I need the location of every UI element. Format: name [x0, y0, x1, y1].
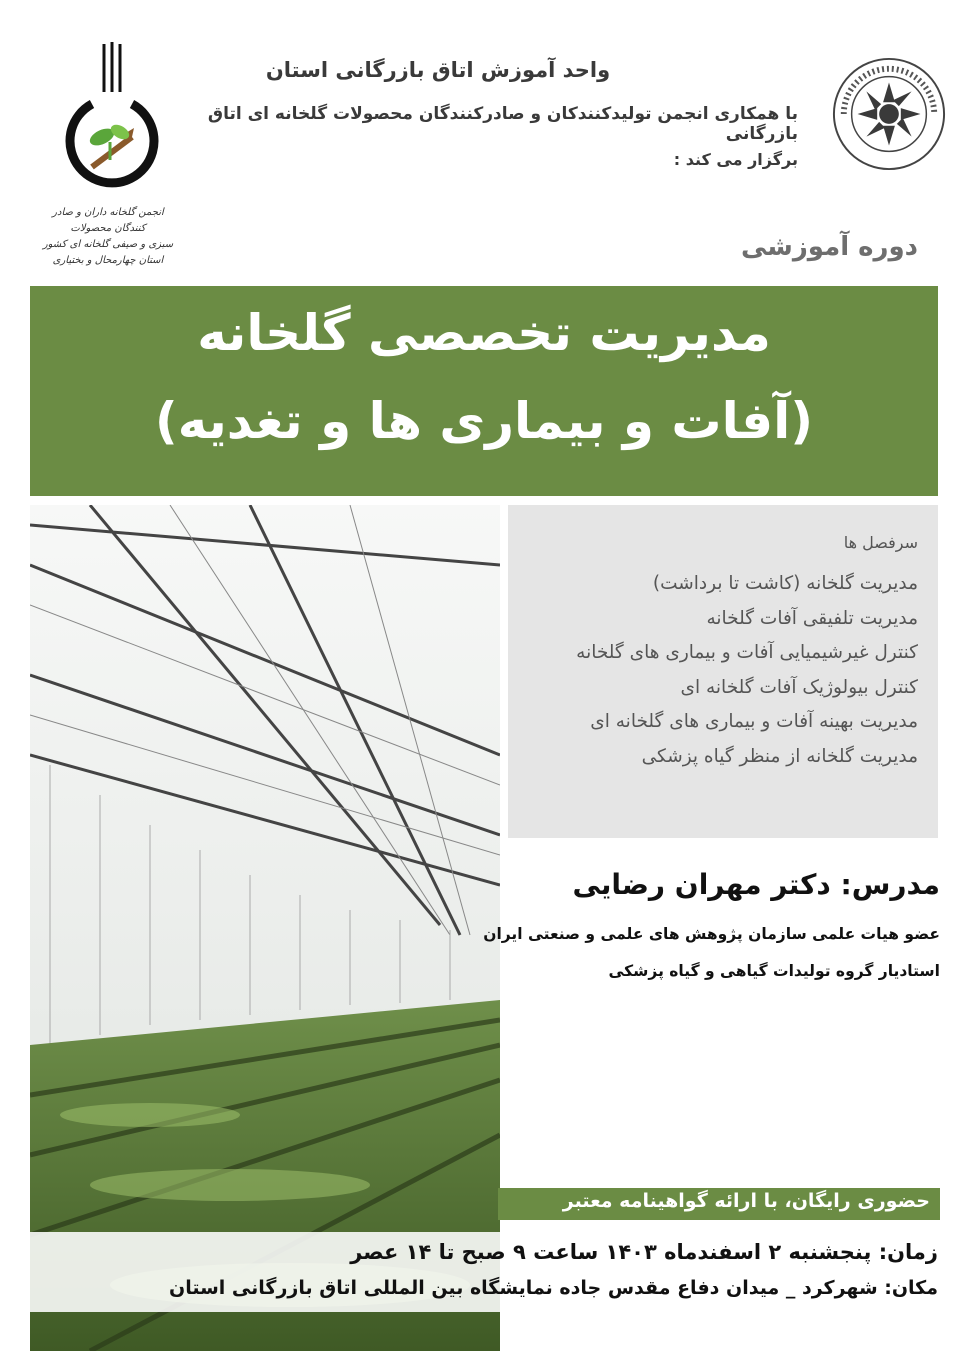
instructor-name: مدرس: دکتر مهران رضایی	[572, 868, 940, 901]
chamber-of-commerce-seal-icon	[830, 55, 948, 173]
event-time: زمان: پنجشنبه ۲ اسفندماه ۱۴۰۳ ساعت ۹ صبح تا ۱۴ عصر	[350, 1240, 938, 1264]
association-caption-line: سبزی و صیفی گلخانه ای کشور	[42, 239, 174, 250]
event-info	[30, 1232, 940, 1312]
course-title: مدیریت تخصصی گلخانه	[197, 304, 771, 362]
course-subtitle: (آفات و بیماری ها و تغدیه)	[154, 392, 814, 450]
list-item: مدیریت تلفیقی آفات گلخانه	[706, 607, 918, 629]
instructor-affiliation: عضو هیات علمی سازمان پژوهش های علمی و صنعتی ایران	[483, 925, 940, 943]
list-item: مدیریت گلخانه (کاشت تا برداشت)	[652, 573, 918, 594]
list-item: کنترل غیرشیمیایی آفات و بیماری های گلخانه	[576, 642, 918, 663]
instructor-position: استادیار گروه تولیدات گیاهی و گیاه پزشکی	[608, 962, 940, 980]
list-item: کنترل بیولوژیک آفات گلخانه ای	[680, 676, 918, 698]
association-caption-line: استان چهارمحال و بختیاری	[52, 255, 164, 266]
association-caption-line: انجمن گلخانه داران و صادر کنندگان محصولات	[52, 207, 164, 234]
organizer-title: واحد آموزش اتاق بازرگانی استان	[265, 58, 611, 82]
list-item: مدیریت گلخانه از منظر گیاه پزشکی	[641, 745, 918, 767]
course-label: دوره آموزشی	[740, 232, 918, 262]
syllabus-box	[508, 505, 938, 838]
event-place: مکان: شهرکرد _ میدان دفاع مقدس جاده نمایشگاه بین المللی اتاق بازرگانی استان	[169, 1277, 938, 1299]
greenhouse-association-logo-icon	[52, 42, 172, 202]
title-banner	[30, 286, 938, 496]
free-notice-banner	[498, 1188, 940, 1220]
presents-line: برگزار می کند :	[673, 150, 798, 169]
list-item: مدیریت بهینه آفات و بیماری های گلخانه ای	[590, 711, 918, 732]
greenhouse-photo	[30, 505, 500, 1351]
syllabus-list	[518, 567, 918, 774]
syllabus-heading: سرفصل ها	[843, 533, 918, 552]
association-caption	[38, 205, 178, 269]
free-notice: حضوری رایگان، با ارائه گواهینامه معتبر	[562, 1190, 930, 1212]
partner-line: با همکاری انجمن تولیدکنندکان و صادرکنندگان محصولات گلخانه ای اتاق بازرگانی	[207, 104, 798, 144]
